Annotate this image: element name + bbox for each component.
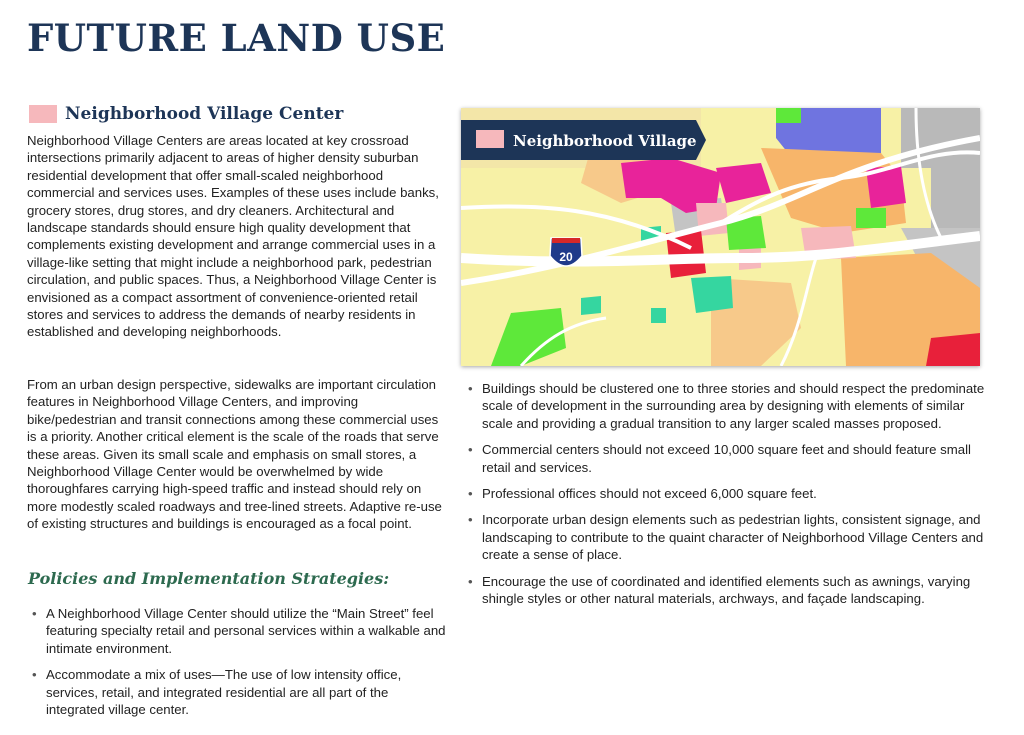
- list-item: [466, 573, 986, 608]
- bullet-icon: •: [468, 573, 473, 589]
- list-item-text: Incorporate urban design elements such as pedestrian lights, consistent signage, and landscaping to contribute to the quaint character of Neighborhood Village Centers and create a sense of place.: [482, 512, 984, 563]
- bullet-icon: •: [32, 606, 37, 621]
- policies-list-left: [30, 605, 450, 727]
- legend-swatch: [476, 130, 504, 148]
- map-legend-banner: [461, 120, 706, 160]
- land-use-map: [461, 108, 980, 366]
- list-item-text: Professional offices should not exceed 6,000 square feet.: [482, 486, 817, 502]
- list-item: [466, 380, 986, 432]
- bullet-icon: •: [468, 486, 473, 502]
- intro-paragraph: Neighborhood Village Centers are areas located at key crossroad intersections primarily adjacent to areas of higher density suburban residential development that offer small-scaled neighborhood commercial and services uses. Examples of these uses include banks, grocery stores, drug stores, and dry cleaners. Architectural and landscape standards should ensure high quality development that complements existing development and arrange commercial uses in a village-like setting that might include a neighborhood park, pedestrian circulation, and public spaces. Thus, a Neighborhood Village Center is envisioned as a compact assortment of convenience-oriented retail stores and services to address the demands of nearby residents in established and developing neighborhoods.: [27, 133, 439, 340]
- policies-heading: Policies and Implementation Strategies:: [28, 569, 390, 588]
- section-title: Neighborhood Village Center: [65, 104, 344, 124]
- legend-swatch: [29, 105, 57, 123]
- list-item-text: Buildings should be clustered one to three stories and should respect the predominate scale of development in the surrounding area by designing with elements of similar scale and providing a gradual transition to any larger scaled masses proposed.: [482, 381, 985, 431]
- bullet-icon: •: [468, 512, 473, 528]
- urban-design-paragraph: From an urban design perspective, sidewalks are important circulation features in Neighborhood Village Centers, and improving bike/pedestrian and transit connections among these commercial uses is a priority. Another critical element is the scale of the roads that serve these areas. Given its small scale and emphasis on small stores, a Neighborhood Village Center would be overwhelmed by wide thoroughfares carrying high-speed traffic and instead should rely on more modestly scaled roadways and tree-lined streets. Adaptive re-use of existing structures and buildings is encouraged as a focal point.: [27, 377, 442, 532]
- list-item: [30, 605, 450, 657]
- bullet-icon: •: [468, 442, 473, 458]
- map-legend-label: Neighborhood Village: [513, 132, 697, 150]
- interstate-number: 20: [559, 250, 573, 264]
- bullet-icon: •: [468, 381, 473, 396]
- list-item-text: A Neighborhood Village Center should utilize the “Main Street” feel featuring specialty retail and personal services within a walkable and intimate environment.: [46, 606, 446, 656]
- list-item: [30, 666, 450, 718]
- list-item-text: Commercial centers should not exceed 10,000 square feet and should feature small retail and services.: [482, 442, 971, 475]
- interstate-shield-icon: [550, 238, 582, 266]
- page-title: FUTURE LAND USE: [27, 16, 446, 60]
- policies-list-right: [466, 380, 986, 616]
- list-item: [466, 485, 986, 502]
- list-item-text: Encourage the use of coordinated and identified elements such as awnings, varying shingle styles or other natural materials, archways, and façade landscaping.: [482, 573, 971, 607]
- list-item: [466, 511, 986, 563]
- bullet-icon: •: [32, 667, 37, 683]
- list-item: [466, 441, 986, 476]
- section-header: [29, 104, 343, 124]
- list-item-text: Accommodate a mix of uses—The use of low intensity office, services, retail, and integrated residential are all part of the integrated village center.: [46, 667, 402, 718]
